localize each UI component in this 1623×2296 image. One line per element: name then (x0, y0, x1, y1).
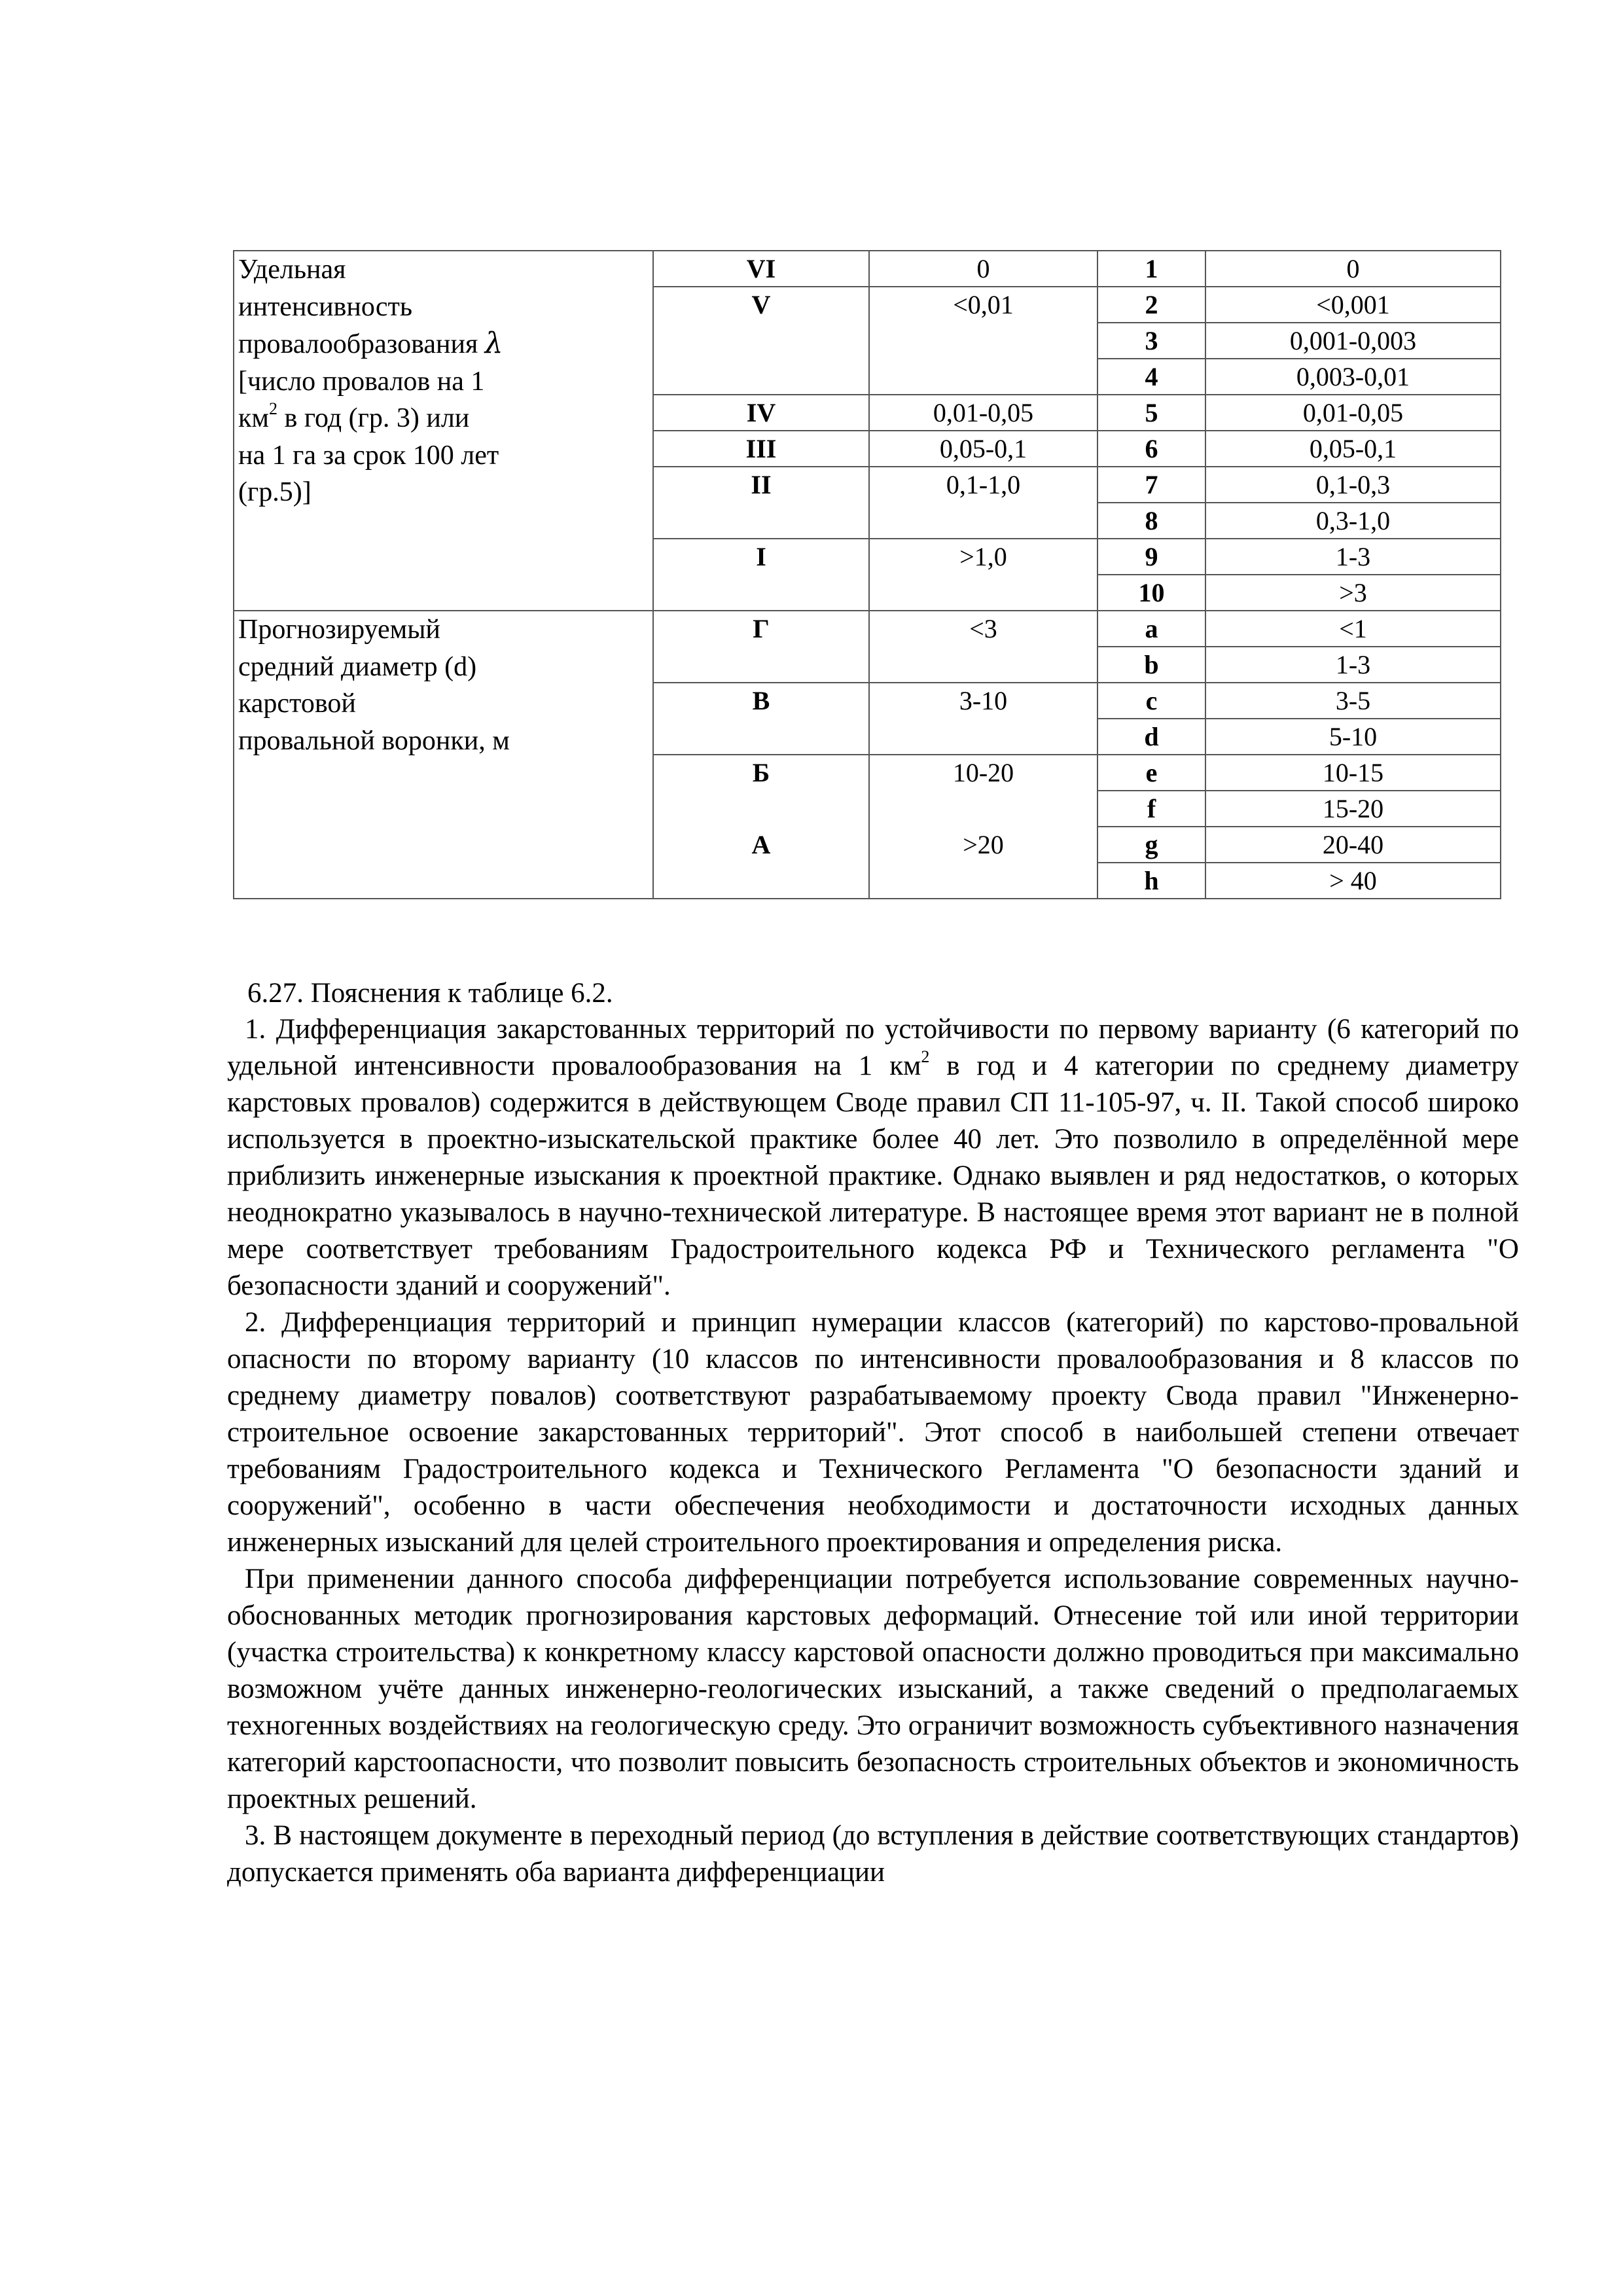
category-cell: В (653, 683, 869, 719)
category-range-cell: <3 (869, 611, 1097, 647)
paragraph-2: 2. Дифференциация территорий и принцип нумерации классов (категорий) по карстово-провальной опасности по второму варианту (10 классов по интенсивности провалообразования и 8 классов по среднему диаметру повалов) соответствуют разрабатываемому проекту Свода правил "Инженерно-строительное освоение закарстованных территорий". Этот способ в наибольшей степени отвечает требованиям Градостроительного кодекса и Технического Регламента "О безопасности зданий и сооружений", особенно в части обеспечения необходимости и достаточности исходных данных инженерных изысканий для целей строительного проектирования и определения риска. (227, 1307, 1519, 1558)
class-cell: 3 (1097, 323, 1205, 359)
empty-cell (869, 323, 1097, 359)
class-range-cell: 10-15 (1205, 755, 1501, 791)
table-row (234, 611, 1501, 647)
empty-cell (653, 323, 869, 359)
class-range-cell: 0,003-0,01 (1205, 359, 1501, 395)
diameter-label-line: провальной воронки, м (238, 725, 510, 756)
body-text (227, 1011, 1519, 1891)
class-range-cell: 0,1-0,3 (1205, 467, 1501, 503)
class-range-cell: 20-40 (1205, 827, 1501, 863)
class-range-cell: 0,05-0,1 (1205, 431, 1501, 467)
empty-cell (653, 503, 869, 539)
class-range-cell: 3-5 (1205, 683, 1501, 719)
table-row (234, 251, 1501, 287)
category-range-cell: >1,0 (869, 539, 1097, 575)
category-cell: VI (653, 251, 869, 287)
category-cell: Г (653, 611, 869, 647)
class-range-cell: 0,001-0,003 (1205, 323, 1501, 359)
karst-classification-table (233, 250, 1501, 899)
intensity-label-line: [число провалов на 1 (238, 366, 485, 397)
class-cell: 7 (1097, 467, 1205, 503)
class-cell: 8 (1097, 503, 1205, 539)
class-cell: b (1097, 647, 1205, 683)
paragraph-3: При применении данного способа дифференциации потребуется использование современных научно-обоснованных методик прогнозирования карстовых деформаций. Отнесение той или иной территории (участка строительства) к конкретному классу карстовой опасности должно проводиться при максимально возможном учёте данных инженерно-геологических изысканий, а также сведений о предполагаемых техногенных воздействиях на геологическую среду. Это ограничит возможность субъективного назначения категорий карстоопасности, что позволит повысить безопасность строительных объектов и экономичность проектных решений. (227, 1564, 1519, 1814)
category-cell: IV (653, 395, 869, 431)
class-cell: 2 (1097, 287, 1205, 323)
category-range-cell: 0,05-0,1 (869, 431, 1097, 467)
table-notes-caption: 6.27. Пояснения к таблице 6.2. (247, 978, 613, 1009)
class-range-cell: 15-20 (1205, 791, 1501, 827)
class-range-cell: 1-3 (1205, 539, 1501, 575)
superscript: 2 (268, 399, 277, 418)
superscript: 2 (921, 1047, 930, 1066)
empty-cell (869, 719, 1097, 755)
class-cell: h (1097, 863, 1205, 899)
category-cell: А (653, 827, 869, 863)
diameter-label-line: Прогнозируемый (238, 615, 440, 645)
category-cell: II (653, 467, 869, 503)
empty-cell (869, 863, 1097, 899)
class-range-cell: 5-10 (1205, 719, 1501, 755)
class-range-cell: <1 (1205, 611, 1501, 647)
paragraph-4: 3. В настоящем документе в переходный период (до вступления в действие соответствующих стандартов) допускается применять оба варианта дифференциации (227, 1820, 1519, 1888)
category-cell: III (653, 431, 869, 467)
empty-cell (869, 359, 1097, 395)
class-cell: 10 (1097, 575, 1205, 611)
class-cell: 1 (1097, 251, 1205, 287)
class-cell: 4 (1097, 359, 1205, 395)
empty-cell (653, 719, 869, 755)
class-range-cell: 0 (1205, 251, 1501, 287)
class-range-cell: 1-3 (1205, 647, 1501, 683)
class-range-cell: 0,01-0,05 (1205, 395, 1501, 431)
class-cell: c (1097, 683, 1205, 719)
empty-cell (869, 647, 1097, 683)
empty-cell (653, 575, 869, 611)
paragraph-1: 1. Дифференциация закарстованных территорий по устойчивости по первому варианту (6 категорий по удельной интенсивности провалообразования на 1 $км^2$ в год и 4 категории по среднему диаметру карстовых провалов) содержится в действующем Своде правил СП 11-105-97, ч. II. Такой способ широко используется в проектно-изыскательской практике более 40 лет. Это позволило в определённой мере приблизить инженерные изыскания к проектной практике. Однако выявлен и ряд недостатков, о которых неоднократно указывалось в научно-технической литературе. В настоящее время этот вариант не в полной мере соответствует требованиям Градостроительного кодекса РФ и Технического регламента "О безопасности зданий и сооружений". (227, 1014, 1519, 1301)
intensity-label-line: Удельная (238, 255, 346, 285)
class-cell: f (1097, 791, 1205, 827)
category-range-cell: 0,01-0,05 (869, 395, 1097, 431)
empty-cell (869, 791, 1097, 827)
empty-cell (653, 647, 869, 683)
diameter-parameter-cell (234, 611, 653, 899)
lambda-symbol: λ (484, 327, 503, 360)
intensity-label-line: на 1 га за срок 100 лет (238, 440, 499, 471)
class-range-cell: > 40 (1205, 863, 1501, 899)
class-cell: a (1097, 611, 1205, 647)
category-cell: V (653, 287, 869, 323)
intensity-label-line: интенсивность (238, 291, 413, 322)
class-range-cell: 0,3-1,0 (1205, 503, 1501, 539)
intensity-label-line: $км^2$ в год (гр. 3) или (238, 399, 470, 433)
diameter-label-line: карстовой (238, 689, 356, 719)
intensity-label-line: провалообразования λ (238, 327, 503, 360)
class-cell: g (1097, 827, 1205, 863)
category-range-cell: <0,01 (869, 287, 1097, 323)
empty-cell (653, 359, 869, 395)
empty-cell (653, 791, 869, 827)
class-cell: d (1097, 719, 1205, 755)
category-range-cell: >20 (869, 827, 1097, 863)
class-cell: e (1097, 755, 1205, 791)
empty-cell (869, 503, 1097, 539)
category-range-cell: 0,1-1,0 (869, 467, 1097, 503)
class-cell: 6 (1097, 431, 1205, 467)
class-cell: 5 (1097, 395, 1205, 431)
class-range-cell: <0,001 (1205, 287, 1501, 323)
category-range-cell: 10-20 (869, 755, 1097, 791)
category-cell: Б (653, 755, 869, 791)
category-cell: I (653, 539, 869, 575)
category-range-cell: 0 (869, 251, 1097, 287)
category-range-cell: 3-10 (869, 683, 1097, 719)
class-cell: 9 (1097, 539, 1205, 575)
empty-cell (869, 575, 1097, 611)
intensity-label-line: (гр.5)] (238, 477, 312, 507)
diameter-label-line: средний диаметр (d) (238, 651, 477, 682)
class-range-cell: >3 (1205, 575, 1501, 611)
empty-cell (653, 863, 869, 899)
intensity-parameter-cell (234, 251, 653, 611)
